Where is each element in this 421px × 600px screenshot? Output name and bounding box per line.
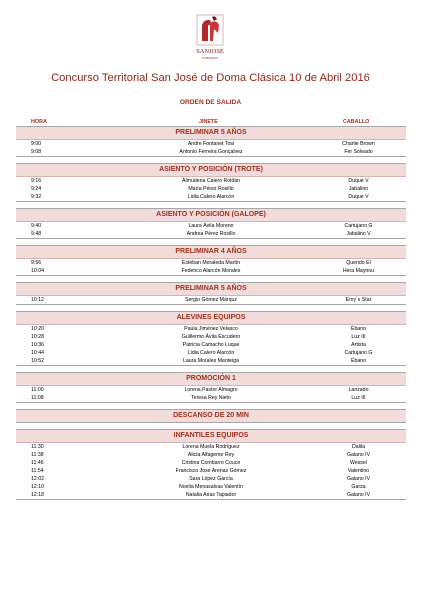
row-horse: Cartujano G: [344, 350, 373, 356]
section-title: INFANTILES EQUIPOS: [16, 430, 406, 443]
section-title: ALEVINES EQUIPOS: [16, 312, 406, 325]
section: [16, 163, 406, 202]
row-time: 9:32: [31, 194, 42, 200]
table-row: [16, 177, 406, 185]
row-rider: Guillermo Ávila Escudero: [181, 334, 241, 340]
row-rider: Lidia Calero Alarcón: [187, 194, 235, 200]
row-horse: Galano IV: [346, 452, 371, 458]
row-horse: Charlie Brown: [342, 141, 375, 147]
section-title: PRELIMINAR 5 AÑOS: [16, 283, 406, 296]
row-rider: Laura Ávila Moreno: [188, 223, 234, 229]
column-header-horse: CABALLO: [343, 119, 370, 125]
table-row: [16, 341, 406, 349]
table-row: [16, 222, 406, 230]
row-rider: Sara López García: [189, 476, 233, 482]
row-time: 12:18: [31, 492, 44, 498]
row-time: 9:56: [31, 260, 42, 266]
table-row: [16, 467, 406, 475]
table-row: [16, 267, 406, 275]
row-rider: Federico Alarcón Morales: [181, 268, 241, 274]
row-time: 11:38: [31, 452, 44, 458]
row-rider: Laura Morales Manteiga: [183, 358, 239, 364]
table-row: [16, 140, 406, 148]
row-horse: Dalila: [352, 444, 365, 450]
section: [16, 208, 406, 239]
row-horse: Querido El: [346, 260, 371, 266]
row-horse: Ébano: [350, 358, 366, 364]
row-rider: Alicia Alfageme Rey: [187, 452, 235, 458]
start-order-table: [16, 126, 406, 500]
table-row: [16, 443, 406, 451]
logo-text: SANJOSE: [196, 48, 224, 55]
row-rider: Esteban Moraleda Martín: [181, 260, 241, 266]
row-horse: Fer Soleado: [344, 149, 373, 155]
section: [16, 245, 406, 276]
row-rider: Cristina Combarro Couce: [181, 460, 241, 466]
table-row: [16, 394, 406, 402]
document-title: Concurso Territorial San José de Doma Clásica 10 de Abril 2016: [51, 72, 370, 84]
row-horse: Luz III: [351, 395, 366, 401]
row-rider: Lidia Calero Alarcón: [187, 350, 235, 356]
row-horse: Hera Maynou: [342, 268, 375, 274]
table-row: [16, 230, 406, 238]
row-rider: Patricia Camacho Luque: [182, 342, 240, 348]
section-title: ASIENTO Y POSICIÓN (TROTE): [16, 164, 406, 177]
row-horse: Jabalino V: [346, 231, 371, 237]
row-horse: Valentino: [347, 468, 370, 474]
row-rider: Almudena Calero Roldán: [182, 178, 240, 184]
row-rider: Noelia Menasalvas Valentín: [179, 484, 243, 490]
row-time: 12:10: [31, 484, 44, 490]
table-row: [16, 185, 406, 193]
row-horse: Wessel: [350, 460, 367, 466]
row-rider: Natalia Arias Tapiador: [185, 492, 237, 498]
row-rider: Sergio Gómez Márquz: [185, 297, 237, 303]
row-time: 9:08: [31, 149, 42, 155]
row-time: 10:20: [31, 326, 44, 332]
row-time: 9:48: [31, 231, 42, 237]
section-title: DESCANSO DE 20 MIN: [16, 410, 406, 423]
table-row: [16, 491, 406, 499]
club-logo: [188, 13, 232, 63]
table-row: [16, 333, 406, 341]
row-rider: María Pérez Rosillo: [188, 186, 234, 192]
table-row: [16, 325, 406, 333]
section-title: PROMOCIÓN 1: [16, 373, 406, 386]
table-row: [16, 459, 406, 467]
table-row: [16, 296, 406, 304]
logo-subtext: CLUB HIPICO: [201, 57, 219, 60]
section-title: PRELIMINAR 5 AÑOS: [16, 127, 406, 140]
row-rider: Francisco Jose Arenas Gómez: [175, 468, 247, 474]
row-horse: Lanzado: [348, 387, 369, 393]
row-time: 10:04: [31, 268, 44, 274]
table-row: [16, 475, 406, 483]
row-rider: Paula Jiménez Velasco: [184, 326, 238, 332]
row-horse: Galano IV: [346, 476, 371, 482]
row-horse: Ébano: [350, 326, 366, 332]
section: [16, 282, 406, 305]
row-time: 9:00: [31, 141, 42, 147]
row-rider: Antonio Ferreira Gonçalvez: [179, 149, 243, 155]
row-horse: Artista: [351, 342, 366, 348]
row-rider: Lorena Pastor Almagro: [184, 387, 238, 393]
section: [16, 429, 406, 500]
table-row: [16, 483, 406, 491]
row-horse: Jabalino: [348, 186, 369, 192]
row-rider: Andre Fontanet Tosi: [187, 141, 235, 147]
section: [16, 126, 406, 157]
row-horse: Galano IV: [346, 492, 371, 498]
row-horse: Duque V: [348, 194, 369, 200]
section: [16, 372, 406, 403]
section-title: ASIENTO Y POSICIÓN (GALOPE): [16, 209, 406, 222]
row-time: 10:36: [31, 342, 44, 348]
row-time: 11:00: [31, 387, 44, 393]
column-header-time: HORA: [31, 119, 47, 125]
column-header-rider: JINETE: [199, 119, 218, 125]
row-time: 12:02: [31, 476, 44, 482]
row-rider: Andrea Pérez Rosillo: [186, 231, 236, 237]
row-time: 10:28: [31, 334, 44, 340]
table-row: [16, 148, 406, 156]
row-rider: Teresa Rey Nieto: [191, 395, 231, 401]
row-time: 11:08: [31, 395, 44, 401]
row-time: 9:16: [31, 178, 42, 184]
section: [16, 311, 406, 366]
row-time: 11:46: [31, 460, 44, 466]
row-time: 11:30: [31, 444, 44, 450]
table-row: [16, 357, 406, 365]
table-row: [16, 259, 406, 267]
row-time: 9:24: [31, 186, 42, 192]
table-row: [16, 386, 406, 394]
row-horse: Garza: [351, 484, 366, 490]
row-time: 9:40: [31, 223, 42, 229]
row-horse: Cartujano G: [344, 223, 373, 229]
row-horse: Emy´s Star: [345, 297, 372, 303]
row-horse: Duque V: [348, 178, 369, 184]
table-row: [16, 349, 406, 357]
section: [16, 409, 406, 423]
row-time: 10:44: [31, 350, 44, 356]
row-horse: Luz III: [351, 334, 366, 340]
table-row: [16, 451, 406, 459]
row-time: 10:12: [31, 297, 44, 303]
section-title: PRELIMINAR 4 AÑOS: [16, 246, 406, 259]
table-row: [16, 193, 406, 201]
row-time: 11:54: [31, 468, 44, 474]
row-rider: Lorena Muela Rodríguez: [182, 444, 240, 450]
order-title: ORDEN DE SALIDA: [179, 99, 242, 106]
row-time: 10:52: [31, 358, 44, 364]
